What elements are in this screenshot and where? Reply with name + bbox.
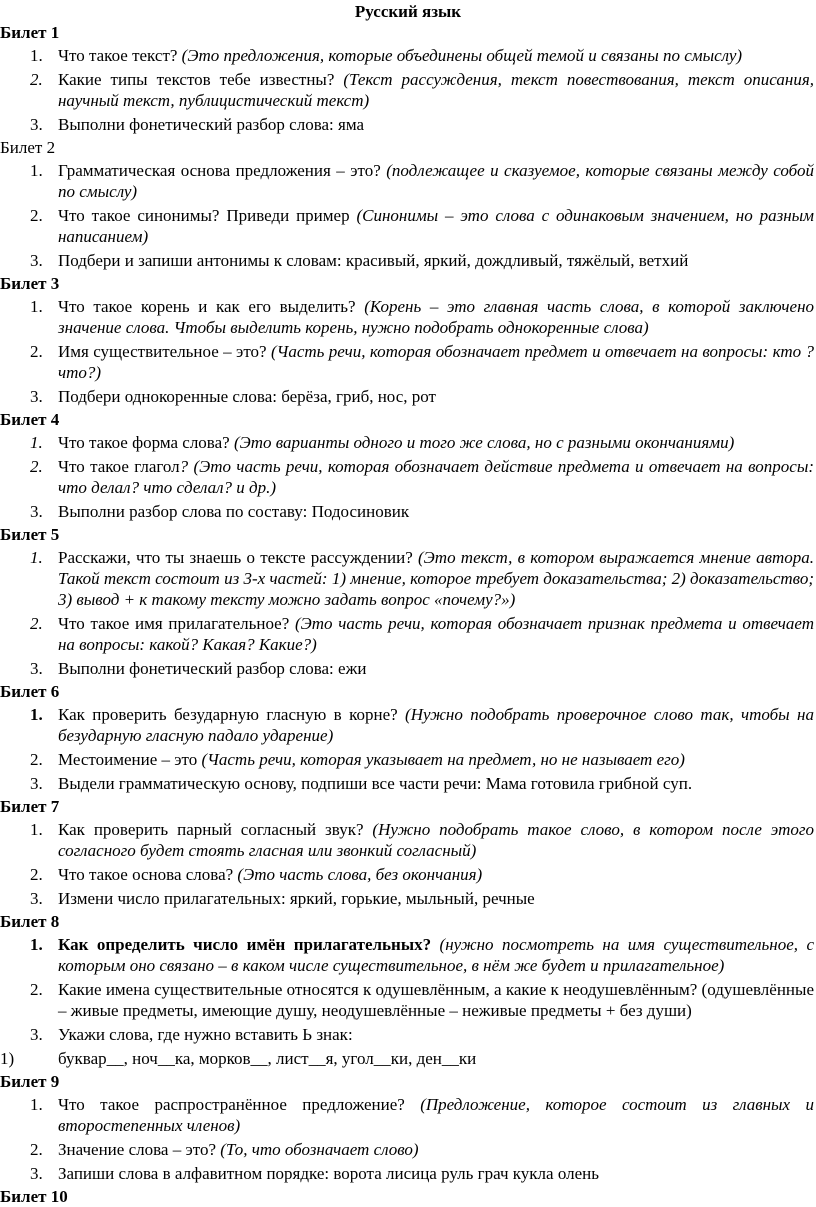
question-text: Как определить число имён прилагательных? [58, 935, 440, 954]
question-list [0, 934, 816, 1069]
question-text: Запиши слова в алфавитном порядке: ворота лисица руль грач кукла олень [58, 1164, 599, 1183]
question-item [0, 749, 816, 770]
question-text: Как проверить парный согласный звук? [58, 820, 373, 839]
ticket-section [0, 138, 816, 271]
question-text: Расскажи, что ты знаешь о тексте рассуждении? [58, 548, 418, 567]
question-item [0, 888, 816, 909]
question-number: 3. [30, 502, 43, 521]
answer-text: (Это предложения, которые объединены общей темой и связаны по смыслу) [181, 46, 743, 65]
answer-text: (Это варианты одного и того же слова, но с разными окончаниями) [233, 433, 735, 452]
question-item [0, 1163, 816, 1184]
question-item [0, 658, 816, 679]
question-list [0, 547, 816, 679]
page-title: Русский язык [354, 2, 462, 21]
question-list [0, 160, 816, 271]
question-text: Что такое распространённое предложение? [58, 1095, 421, 1114]
question-item [0, 613, 816, 655]
question-text: Подбери однокоренные слова: берёза, гриб, нос, рот [58, 387, 436, 406]
answer-text: (Предложение, которое состоит из главных и второстепенных членов) [58, 1095, 814, 1135]
answer-text: (Часть речи, которая обозначает предмет и отвечает на вопросы: кто ?что?) [58, 342, 814, 382]
answer-text: (подлежащее и сказуемое, которые связаны между собой по смыслу) [58, 161, 814, 201]
question-text: буквар__, ноч__ка, морков__, лист__я, угол__ки, ден__ки [58, 1049, 477, 1068]
ticket-heading: Билет 8 [0, 912, 60, 931]
question-item [0, 205, 816, 247]
question-item [0, 341, 816, 383]
question-item [0, 864, 816, 885]
question-number: 2. [30, 614, 43, 633]
question-text: Имя существительное – это? [58, 342, 271, 361]
question-text: Выполни фонетический разбор слова: ежи [58, 659, 367, 678]
question-text: Как проверить безударную гласную в корне? [58, 705, 406, 724]
ticket-list [0, 23, 816, 1207]
question-number: 1) [0, 1049, 15, 1068]
question-number: 2. [30, 1140, 43, 1159]
ticket-section [0, 797, 816, 909]
question-number: 1. [30, 46, 43, 65]
answer-text: (Это текст, в котором выражается мнение автора. Такой текст состоит из 3-х частей: 1) мнение, которое требует доказательства; 2) доказательство; 3) вывод + к такому тексту можно задать вопрос «почему?») [58, 548, 814, 609]
question-number: 1. [30, 548, 43, 567]
question-list [0, 819, 816, 909]
ticket-heading: Билет 2 [0, 138, 56, 157]
question-list [0, 45, 816, 135]
question-number: 1. [30, 297, 43, 316]
question-item [0, 250, 816, 271]
ticket-heading: Билет 6 [0, 682, 60, 701]
question-item [0, 456, 816, 498]
question-number: 1. [30, 820, 43, 839]
question-number: 2. [30, 457, 43, 476]
ticket-heading: Билет 7 [0, 797, 60, 816]
question-text: Выполни разбор слова по составу: Подосиновик [58, 502, 410, 521]
ticket-heading: Билет 9 [0, 1072, 60, 1091]
question-list [0, 1094, 816, 1184]
question-item [0, 704, 816, 746]
question-number: 1. [30, 433, 43, 452]
ticket-section [0, 274, 816, 407]
question-number: 2. [30, 342, 43, 361]
question-item [0, 547, 816, 610]
question-number: 3. [30, 659, 43, 678]
question-text: Какие типы текстов тебе известны? [58, 70, 344, 89]
question-text: Какие имена существительные относятся к одушевлённым, а какие к неодушевлённым? (одушевлённые – живые предметы, имеющие душу, неодушевлённые – неживые предметы + без души) [58, 980, 814, 1020]
ticket-heading: Билет 1 [0, 23, 60, 42]
question-text: Что такое текст? [58, 46, 182, 65]
ticket-heading: Билет 5 [0, 525, 60, 544]
ticket-heading: Билет 4 [0, 410, 60, 429]
question-item [0, 501, 816, 522]
question-item [0, 819, 816, 861]
ticket-section [0, 682, 816, 794]
answer-text: (Синонимы – это слова с одинаковым значением, но разным написанием) [58, 206, 814, 246]
question-text: Подбери и запиши антонимы к словам: красивый, яркий, дождливый, тяжёлый, ветхий [58, 251, 689, 270]
answer-text: (Нужно подобрать такое слово, в котором после этого согласного будет стоять гласная или звонкий согласный) [58, 820, 814, 860]
question-number: 3. [30, 774, 43, 793]
ticket-section [0, 23, 816, 135]
question-item [0, 160, 816, 202]
question-number: 2. [30, 865, 43, 884]
question-number: 3. [30, 251, 43, 270]
answer-text: (Часть речи, которая указывает на предмет, но не называет его) [201, 750, 685, 769]
question-text: Грамматическая основа предложения – это? [58, 161, 387, 180]
ticket-section [0, 525, 816, 679]
question-item [0, 69, 816, 111]
question-item [0, 1024, 816, 1045]
answer-text: (Это часть слова, без окончания) [237, 865, 483, 884]
answer-text: (То, что обозначает слово) [220, 1140, 419, 1159]
question-text: Что такое глагол [58, 457, 180, 476]
question-item [0, 296, 816, 338]
question-number: 3. [30, 889, 43, 908]
answer-text: (Текст рассуждения, текст повествования, текст описания, научный текст, публицистический текст) [58, 70, 814, 110]
question-number: 2. [30, 70, 43, 89]
ticket-section [0, 410, 816, 522]
question-number: 1. [30, 161, 43, 180]
question-number: 3. [30, 387, 43, 406]
question-item [0, 114, 816, 135]
ticket-heading: Билет 3 [0, 274, 60, 293]
ticket-heading: Билет 10 [0, 1187, 68, 1206]
question-number: 3. [30, 115, 43, 134]
ticket-section [0, 1187, 816, 1207]
question-text: Укажи слова, где нужно вставить Ь знак: [58, 1025, 353, 1044]
question-text: Что такое синонимы? Приведи пример [58, 206, 357, 225]
ticket-section [0, 1072, 816, 1184]
answer-text: (нужно посмотреть на имя существительное, с которым оно связано – в каком числе существительное, в нём же будет и прилагательное) [58, 935, 814, 975]
answer-text: (Корень – это главная часть слова, в которой заключено значение слова. Чтобы выделить корень, нужно подобрать однокоренные слова) [58, 297, 815, 337]
question-text: Что такое форма слова? [58, 433, 234, 452]
question-item [0, 1048, 816, 1069]
question-item [0, 1094, 816, 1136]
answer-text: ? (Это часть речи, которая обозначает действие предмета и отвечает на вопросы: что делал? что сделал? и др.) [58, 457, 814, 497]
question-number: 2. [30, 980, 43, 999]
question-number: 1. [30, 705, 43, 724]
question-item [0, 45, 816, 66]
question-number: 2. [30, 750, 43, 769]
answer-text: (Нужно подобрать проверочное слово так, чтобы на безударную гласную падало ударение) [58, 705, 814, 745]
question-number: 1. [30, 1095, 43, 1114]
question-text: Измени число прилагательных: яркий, горькие, мыльный, речные [58, 889, 535, 908]
question-text: Значение слова – это? [58, 1140, 221, 1159]
question-list [0, 704, 816, 794]
question-number: 3. [30, 1025, 43, 1044]
question-list [0, 296, 816, 407]
question-text: Местоимение – это [58, 750, 202, 769]
question-item [0, 386, 816, 407]
question-text: Что такое имя прилагательное? [58, 614, 295, 633]
question-number: 1. [30, 935, 43, 954]
question-list [0, 432, 816, 522]
question-item [0, 979, 816, 1021]
question-number: 2. [30, 206, 43, 225]
answer-text: (Это часть речи, которая обозначает признак предмета и отвечает на вопросы: какой? Какая? Какие?) [58, 614, 814, 654]
question-item [0, 432, 816, 453]
question-text: Что такое корень и как его выделить? [58, 297, 365, 316]
question-item [0, 934, 816, 976]
question-text: Выполни фонетический разбор слова: яма [58, 115, 365, 134]
question-item [0, 1139, 816, 1160]
question-text: Выдели грамматическую основу, подпиши все части речи: Мама готовила грибной суп. [58, 774, 693, 793]
question-text: Что такое основа слова? [58, 865, 238, 884]
question-number: 3. [30, 1164, 43, 1183]
ticket-section [0, 912, 816, 1069]
question-item [0, 773, 816, 794]
